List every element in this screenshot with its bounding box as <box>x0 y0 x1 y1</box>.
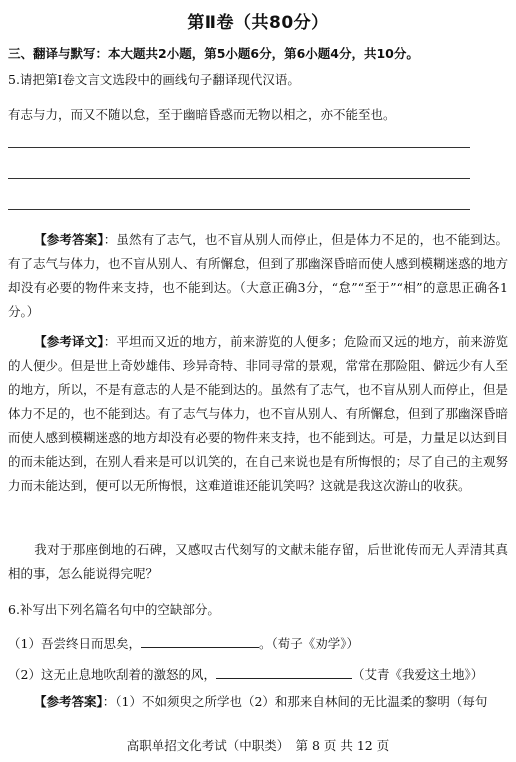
fill-blank-2[interactable] <box>216 664 352 679</box>
answer-text-6: ：（1）不如须臾之所学也（2）和那来自林间的无比温柔的黎明（每句 <box>102 694 488 709</box>
reference-translation-2 <box>8 538 508 586</box>
answer-line-3[interactable] <box>8 209 470 210</box>
item-2-text: （2）这无止息地吹刮着的激怒的风， <box>8 667 216 682</box>
question-6-item-1 <box>8 633 359 652</box>
question-5-answer <box>8 228 508 324</box>
translation-label: 【参考译文】 <box>34 334 104 349</box>
section-heading: 三、翻译与默写：本大题共2小题，第5小题6分，第6小题4分，共10分。 <box>8 46 419 61</box>
fill-blank-1[interactable] <box>141 633 259 648</box>
page-footer: 高职单招文化考试（中职类） 第 8 页 共 12 页 <box>126 738 390 753</box>
question-6-prompt: 6.补写出下列名篇名句中的空缺部分。 <box>8 602 220 617</box>
answer-text: ：虽然有了志气，也不盲从别人而停止，但是体力不足的，也不能到达。有了志气与体力，也不盲从别人、有所懈怠，但到了那幽深昏暗而使人感到模糊迷惑的地方却没有必要的物件来支持，也不能到达。（大意正确3分，“怠”“至于”“相”的意思正确各1分。） <box>8 232 509 319</box>
answer-line-1[interactable] <box>8 147 470 148</box>
item-1-source: 。（荀子《劝学》） <box>258 636 359 651</box>
answer-line-2[interactable] <box>8 178 470 179</box>
question-5-sentence: 有志与力，而又不随以怠，至于幽暗昏惑而无物以相之，亦不能至也。 <box>8 107 396 122</box>
item-1-text: （1）吾尝终日而思矣， <box>8 636 141 651</box>
question-5-prompt: 5.请把第Ⅰ卷文言文选段中的画线句子翻译现代汉语。 <box>8 72 300 87</box>
item-2-source: （艾青《我爱这土地》） <box>351 667 484 682</box>
answer-label-6: 【参考答案】 <box>34 694 103 709</box>
question-6-item-2 <box>8 664 483 683</box>
reference-translation <box>8 330 508 498</box>
page-title: 第Ⅱ卷（共80分） <box>187 13 329 33</box>
translation-text-2: 我对于那座倒地的石碑，又感叹古代刻写的文献未能存留，后世讹传而无人弄清其真相的事，怎么能说得完呢？ <box>8 542 508 581</box>
answer-label: 【参考答案】 <box>34 232 104 247</box>
translation-text: ：平坦而又近的地方，前来游览的人便多；危险而又远的地方，前来游览的人便少。但是世上奇妙雄伟、珍异奇特、非同寻常的景观，常常在那险阻、僻远少有人至的地方，所以，不是有意志的人是不能到达的。虽然有了志气，也不盲从别人而停止，但是体力不足的，也不能到达。有了志气与体力，也不盲从别人、有所懈怠，但到了那幽深昏暗而使人感到模糊迷惑的地方却没有必要的物件来支持，也不能到达。可是，力量足以达到目的而未能达到，在别人看来是可以讥笑的，在自己来说也是有所悔恨的；尽了自己的主观努力而未能达到，便可以无所悔恨，这难道谁还能讥笑吗？这就是我这次游山的收获。 <box>8 334 509 493</box>
question-6-answer <box>8 692 487 710</box>
